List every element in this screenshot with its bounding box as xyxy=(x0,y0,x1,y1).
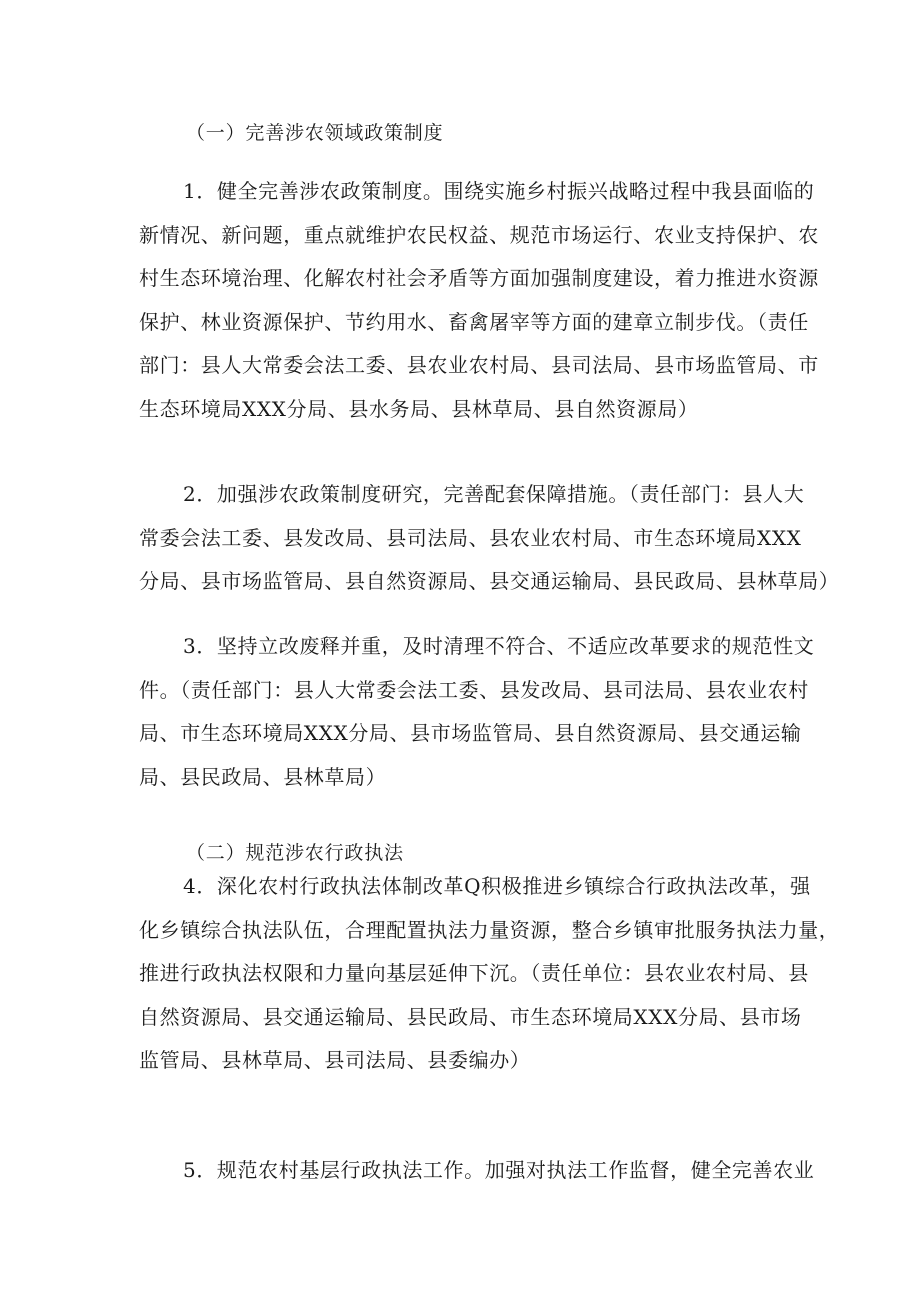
paragraph-5 xyxy=(139,1149,815,1193)
paragraph-2 xyxy=(139,473,840,604)
paragraph-1 xyxy=(139,170,819,431)
paragraph-line: 村生态环境治理、化解农村社会矛盾等方面加强制度建设，着力推进水资源 xyxy=(139,266,819,290)
paragraph-line: 推进行政执法权限和力量向基层延伸下沉。（责任单位：县农业农村局、县 xyxy=(139,961,809,985)
paragraph-line: 保护、林业资源保护、节约用水、畜禽屠宰等方面的建章立制步伐。（责任 xyxy=(139,309,809,334)
paragraph-line: 件。（责任部门：县人大常委会法工委、县发改局、县司法局、县农业农村 xyxy=(139,677,809,702)
paragraph-line: 化乡镇综合执法队伍，合理配置执法力量资源，整合乡镇审批服务执法力量， xyxy=(139,917,840,942)
paragraph-line: 分局、县市场监管局、县自然资源局、县交通运输局、县民政局、县林草局） xyxy=(139,569,840,593)
paragraph-line: 1．健全完善涉农政策制度。围绕实施乡村振兴战略过程中我县面临的 xyxy=(183,179,815,203)
paragraph-line: 局、市生态环境局XXX分局、县市场监管局、县自然资源局、县交通运输 xyxy=(139,721,802,745)
paragraph-line: 2．加强涉农政策制度研究，完善配套保障措施。（责任部门：县人大 xyxy=(183,482,805,506)
paragraph-line: 5．规范农村基层行政执法工作。加强对执法工作监督，健全完善农业 xyxy=(183,1158,815,1182)
paragraph-line: 4．深化农村行政执法体制改革Q积极推进乡镇综合行政执法改革，强 xyxy=(183,874,811,898)
paragraph-line: 部门：县人大常委会法工委、县农业农村局、县司法局、县市场监管局、市 xyxy=(139,353,819,377)
paragraph-4 xyxy=(139,865,840,1083)
paragraph-3 xyxy=(139,625,815,799)
paragraph-line: 监管局、县林草局、县司法局、县委编办） xyxy=(139,1048,531,1072)
section-heading-1: （一）完善涉农领域政策制度 xyxy=(186,122,444,144)
section-heading-2: （二）规范涉农行政执法 xyxy=(186,842,404,864)
paragraph-line: 常委会法工委、县发改局、县司法局、县农业农村局、市生态环境局XXX xyxy=(139,525,802,550)
paragraph-line: 自然资源局、县交通运输局、县民政局、市生态环境局XXX分局、县市场 xyxy=(139,1004,802,1029)
paragraph-line: 新情况、新问题，重点就维护农民权益、规范市场运行、农业支持保护、农 xyxy=(139,222,819,247)
paragraph-line: 生态环境局XXX分局、县水务局、县林草局、县自然资源局） xyxy=(139,396,699,421)
paragraph-line: 局、县民政局、县林草局） xyxy=(139,764,387,789)
paragraph-line: 3．坚持立改废释并重，及时清理不符合、不适应改革要求的规范性文 xyxy=(183,634,815,658)
